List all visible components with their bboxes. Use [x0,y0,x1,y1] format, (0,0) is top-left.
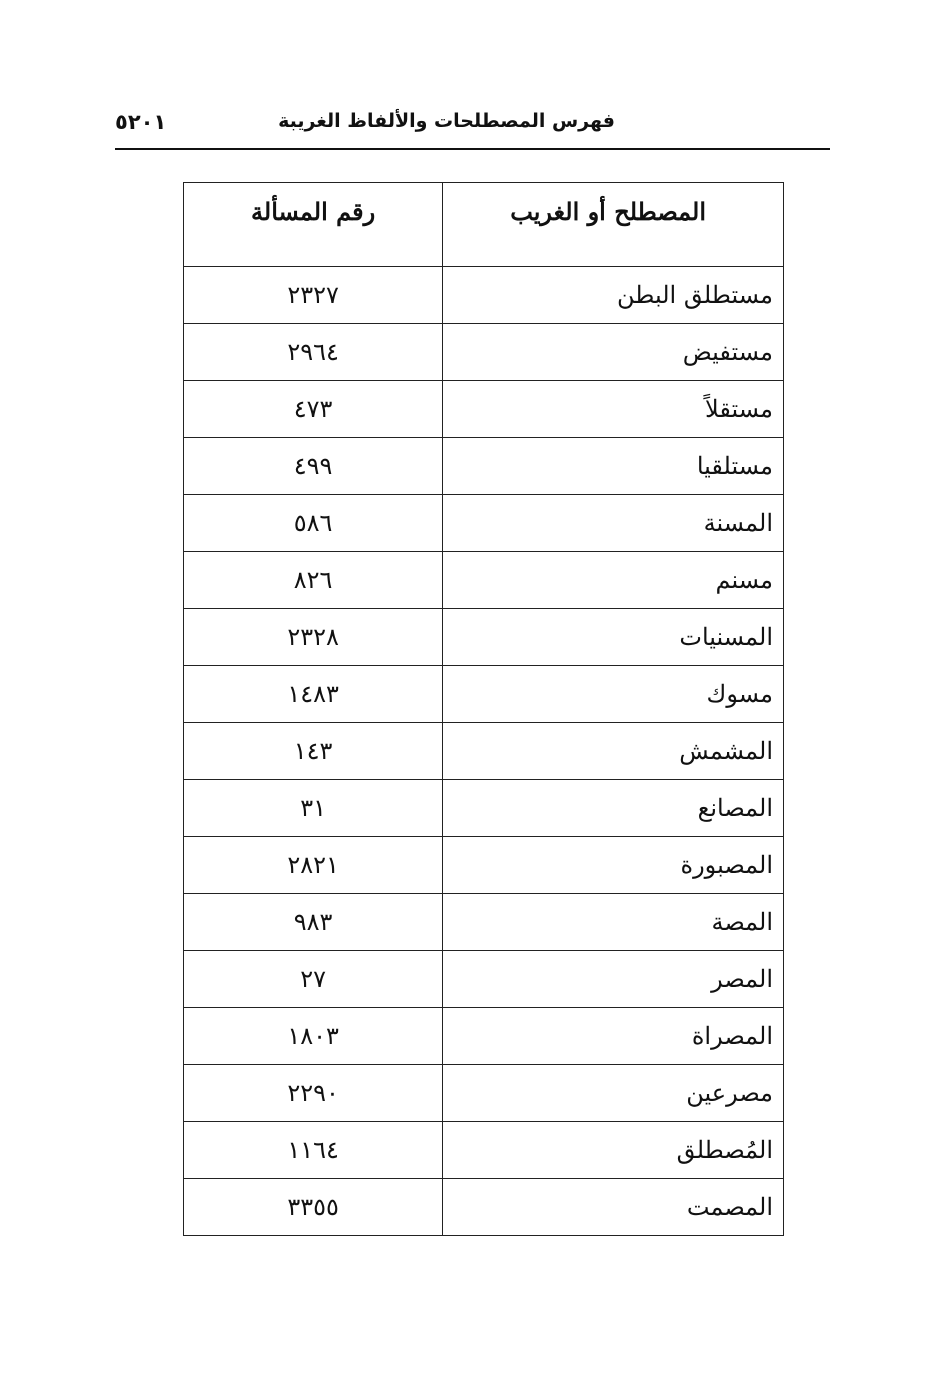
table-row [184,1122,784,1179]
term-cell: المسنة [443,495,784,552]
column-header-number: رقم المسألة [184,183,443,267]
term-cell: مسنم [443,552,784,609]
issue-number-cell: ٥٨٦ [184,495,443,552]
table-row [184,894,784,951]
term-cell: المصراة [443,1008,784,1065]
term-cell: مصرعين [443,1065,784,1122]
term-cell: المُصطلق [443,1122,784,1179]
issue-number-cell: ١٨٠٣ [184,1008,443,1065]
issue-number-cell: ٤٧٣ [184,381,443,438]
term-cell: مستفيض [443,324,784,381]
table-row [184,324,784,381]
table-row [184,381,784,438]
issue-number-cell: ٨٢٦ [184,552,443,609]
issue-number-cell: ٢٩٦٤ [184,324,443,381]
issue-number-cell: ٣٣٥٥ [184,1179,443,1236]
term-cell: مستلقيا [443,438,784,495]
term-cell: المصانع [443,780,784,837]
column-header-term: المصطلح أو الغريب [443,183,784,267]
term-cell: مستقلاً [443,381,784,438]
term-cell: المصة [443,894,784,951]
term-cell: المسنيات [443,609,784,666]
table-row [184,609,784,666]
table-row [184,438,784,495]
term-cell: مستطلق البطن [443,267,784,324]
table-row [184,837,784,894]
issue-number-cell: ١٤٣ [184,723,443,780]
term-cell: المصمت [443,1179,784,1236]
term-cell: المصبورة [443,837,784,894]
table-body [184,267,784,1236]
table-row [184,1065,784,1122]
table-row [184,1179,784,1236]
issue-number-cell: ٩٨٣ [184,894,443,951]
issue-number-cell: ٢٣٢٨ [184,609,443,666]
issue-number-cell: ٢٢٩٠ [184,1065,443,1122]
table-row [184,723,784,780]
terms-index-table [183,182,784,1236]
table-row [184,666,784,723]
issue-number-cell: ٢٧ [184,951,443,1008]
table-row [184,495,784,552]
issue-number-cell: ٤٩٩ [184,438,443,495]
table-row [184,780,784,837]
issue-number-cell: ٢٨٢١ [184,837,443,894]
header-title: فهرس المصطلحات والألفاظ الغريبة [278,110,615,132]
term-cell: مسوك [443,666,784,723]
issue-number-cell: ١١٦٤ [184,1122,443,1179]
issue-number-cell: ١٤٨٣ [184,666,443,723]
issue-number-cell: ٢٣٢٧ [184,267,443,324]
table-row [184,1008,784,1065]
page-number: ٥٢٠١ [115,110,167,134]
term-cell: المشمش [443,723,784,780]
page-header [115,108,830,150]
table-row [184,552,784,609]
table-row [184,951,784,1008]
table-row [184,267,784,324]
table-header-row [184,183,784,267]
issue-number-cell: ٣١ [184,780,443,837]
term-cell: المصر [443,951,784,1008]
